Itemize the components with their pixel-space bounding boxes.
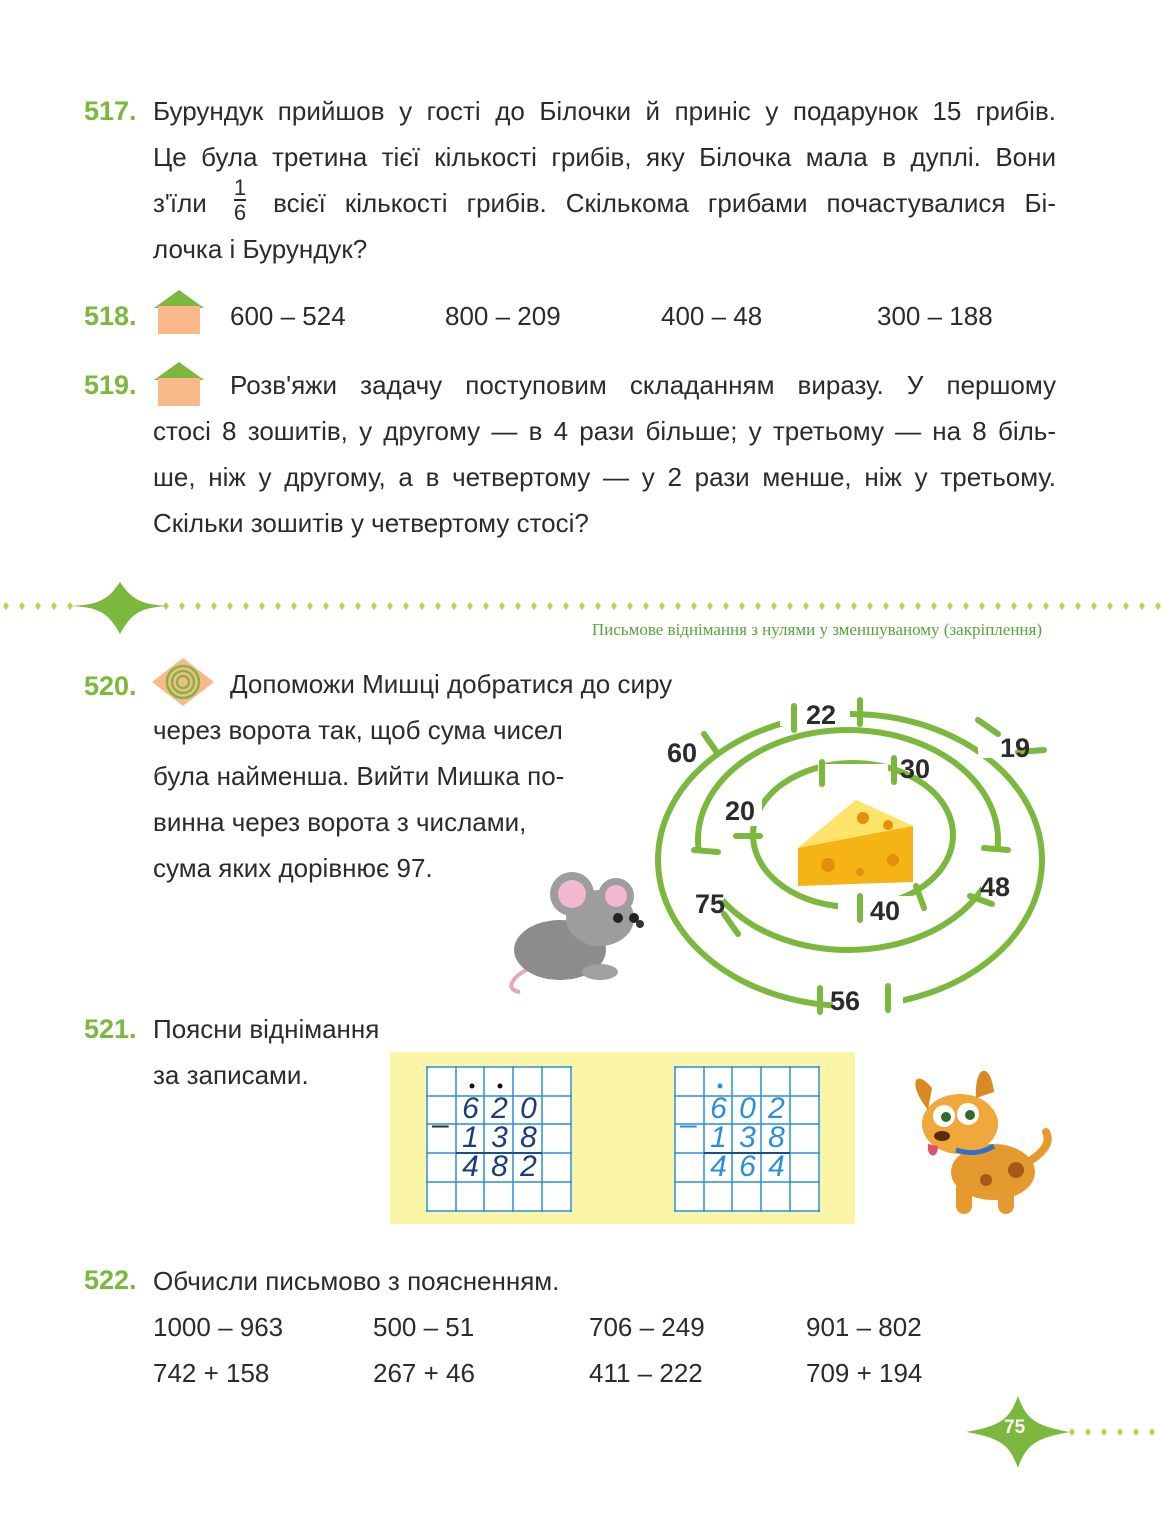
divider-ornament [515,602,521,610]
gate-label: 19 [1000,733,1031,763]
divider-ornament [307,602,313,610]
task-517-text-before-fraction: з'їли [153,188,207,218]
divider-ornament [1117,1428,1123,1436]
task-520-line: через ворота так, щоб сума чисел [153,715,563,745]
divider-ornament [19,602,25,610]
fraction-denominator: 6 [233,199,247,225]
task-number-517: 517. [84,96,137,126]
gate-label: 56 [830,986,861,1016]
divider-ornament [1027,602,1033,610]
gate-label: 40 [870,896,901,926]
fraction [233,174,247,225]
digit: 4 [462,1150,479,1183]
digit: 4 [710,1150,727,1183]
digit: 8 [491,1150,508,1183]
task-520-line: сума яких дорівнює 97. [153,853,433,883]
divider-ornament [723,602,729,610]
divider-ornament [963,602,969,610]
divider-ornament [1043,602,1049,610]
calc2-row [704,1150,791,1184]
divider-ornament [1155,602,1161,610]
calc1-row [456,1150,543,1184]
gate-label: 75 [695,889,726,919]
expression: 400 – 48 [661,301,763,331]
divider-ornament [819,602,825,610]
divider-ornament [707,602,713,610]
divider-ornament [211,602,217,610]
divider-ornament [1123,602,1129,610]
divider-ornament [355,602,361,610]
divider-ornament [643,602,649,610]
dog-illustration [898,1062,1058,1222]
gate-label: 20 [725,796,756,826]
divider-ornament [259,602,265,610]
divider-ornament [675,602,681,610]
task-520-line: була найменша. Вийти Мишка по- [153,761,565,791]
divider-ornament [227,602,233,610]
divider-ornament [499,602,505,610]
task-520-text [153,661,713,891]
divider-ornament [595,602,601,610]
divider-ornament [995,602,1001,610]
expression: 267 + 46 [373,1358,475,1388]
divider-ornament [739,602,745,610]
expression: 709 + 194 [806,1358,923,1388]
divider-ornament [1139,602,1145,610]
divider-ornament [275,602,281,610]
task-517-text [153,88,1056,272]
task-521-text [153,1006,413,1098]
divider-ornament [371,602,377,610]
divider-ornament [1091,602,1097,610]
digit: 0 [739,1092,756,1125]
gate-label: 60 [667,738,698,768]
divider-ornament [291,602,297,610]
divider-ornament [883,602,889,610]
expression: 500 – 51 [373,1312,475,1342]
divider-ornament [419,602,425,610]
task-number-522: 522. [84,1265,137,1295]
cheese-image [798,800,913,886]
task-number-518: 518. [84,301,137,331]
digit: 6 [739,1150,756,1183]
gate-label: 22 [806,700,837,730]
task-521-line: за записами. [153,1060,309,1090]
task-number-520: 520. [84,671,137,701]
divider-ornament [467,602,473,610]
divider-ornament [451,602,457,610]
divider-ornament [35,602,41,610]
expression: 411 – 222 [589,1358,703,1388]
task-519-line: стосі 8 зошитів, у другому — в 4 рази більше; у третьому — на 8 біль- [153,416,1056,446]
divider-ornament [1107,602,1113,610]
divider-ornament [531,602,537,610]
divider-ornament [323,602,329,610]
expression: 706 – 249 [589,1312,705,1342]
digit: 2 [491,1092,508,1125]
divider-ornament [611,602,617,610]
task-517-text-after-fraction: всієї кількості грибів. Скількома грибами почастувалися Бі- [273,188,1056,218]
digit: 0 [520,1092,537,1125]
divider-ornament [915,602,921,610]
divider-ornament [1011,602,1017,610]
digit: 3 [491,1121,508,1154]
digit: 8 [520,1121,537,1154]
divider-ornament [403,602,409,610]
digit: 2 [520,1150,537,1183]
digit: 8 [768,1121,785,1154]
digit: 1 [710,1121,727,1154]
task-520-line: винна через ворота з числами, [153,807,527,837]
divider-ornament [483,602,489,610]
divider-ornament [659,602,665,610]
divider-ornament [563,602,569,610]
minus-sign: – [680,1108,697,1141]
divider-ornament [787,602,793,610]
divider-ornament [195,602,201,610]
divider-ornament [899,602,905,610]
task-522-title: Обчисли письмово з поясненням. [153,1266,560,1296]
divider-ornament [979,602,985,610]
divider-ornament [771,602,777,610]
divider-ornament [1133,1428,1139,1436]
page-number-ornament [960,1392,1162,1472]
divider-ornament [435,602,441,610]
expression: 1000 – 963 [153,1312,284,1342]
digit: 2 [768,1092,785,1125]
task-520-line: Допоможи Мишці добратися до сиру [230,669,673,699]
divider-ornament [755,602,761,610]
divider-ornament [3,602,9,610]
task-517-line: Бурундук прийшов у гості до Білочки й приніс у подарунок 15 грибів. [153,96,1056,126]
house-icon [150,288,208,336]
expression: 600 – 524 [230,301,346,331]
divider-ornament [243,602,249,610]
divider-ornament [627,602,633,610]
digit: 1 [462,1121,479,1154]
divider-ornament [1085,1428,1091,1436]
task-519-line: Скільки зошитів у четвертому стосі? [153,508,589,538]
task-521-line: Поясни віднімання [153,1014,380,1044]
expression: 300 – 188 [877,301,993,331]
divider-ornament [691,602,697,610]
divider-ornament [947,602,953,610]
divider-ornament [179,602,185,610]
divider-ornament [867,602,873,610]
page-number: 75 [1004,1417,1026,1438]
divider-ornament [851,602,857,610]
section-title: Письмове віднімання з нулями у зменшуваному (закріплення) [591,620,1042,639]
digit: 3 [739,1121,756,1154]
divider-ornament [803,602,809,610]
expression: 901 – 802 [806,1312,922,1342]
task-517-line: лочка і Бурундук? [153,234,368,264]
task-517-line [153,174,1056,226]
expression: 800 – 209 [445,301,561,331]
task-number-521: 521. [84,1014,137,1044]
divider-ornament [1149,1428,1155,1436]
digit: 4 [768,1150,785,1183]
minus-sign: – [432,1108,449,1141]
divider-ornament [339,602,345,610]
divider-ornament [1059,602,1065,610]
gate-label: 48 [980,872,1011,902]
divider-ornament [931,602,937,610]
digit: 6 [710,1092,727,1125]
divider-ornament [1069,1428,1075,1436]
divider-ornament [579,602,585,610]
divider-ornament [1075,602,1081,610]
digit: 6 [462,1092,479,1125]
task-519-line: ше, ніж у другому, а в четвертому — у 2 рази менше, ніж у третьому. [153,462,1056,492]
mouse-illustration [500,868,650,998]
task-517-line: Це була третина тієї кількості грибів, яку Білочка мала в дуплі. Вони [153,142,1056,172]
gate-label: 30 [900,754,931,784]
divider-ornament [547,602,553,610]
task-number-519: 519. [84,370,137,400]
divider-ornament [1101,1428,1107,1436]
expression: 742 + 158 [153,1358,270,1388]
task-519-line: Розв'яжи задачу поступовим складанням виразу. У першому [230,370,1056,400]
fraction-numerator: 1 [233,174,247,200]
divider-ornament [51,602,57,610]
divider-ornament [387,602,393,610]
divider-ornament [835,602,841,610]
task-519-text [153,362,1056,546]
